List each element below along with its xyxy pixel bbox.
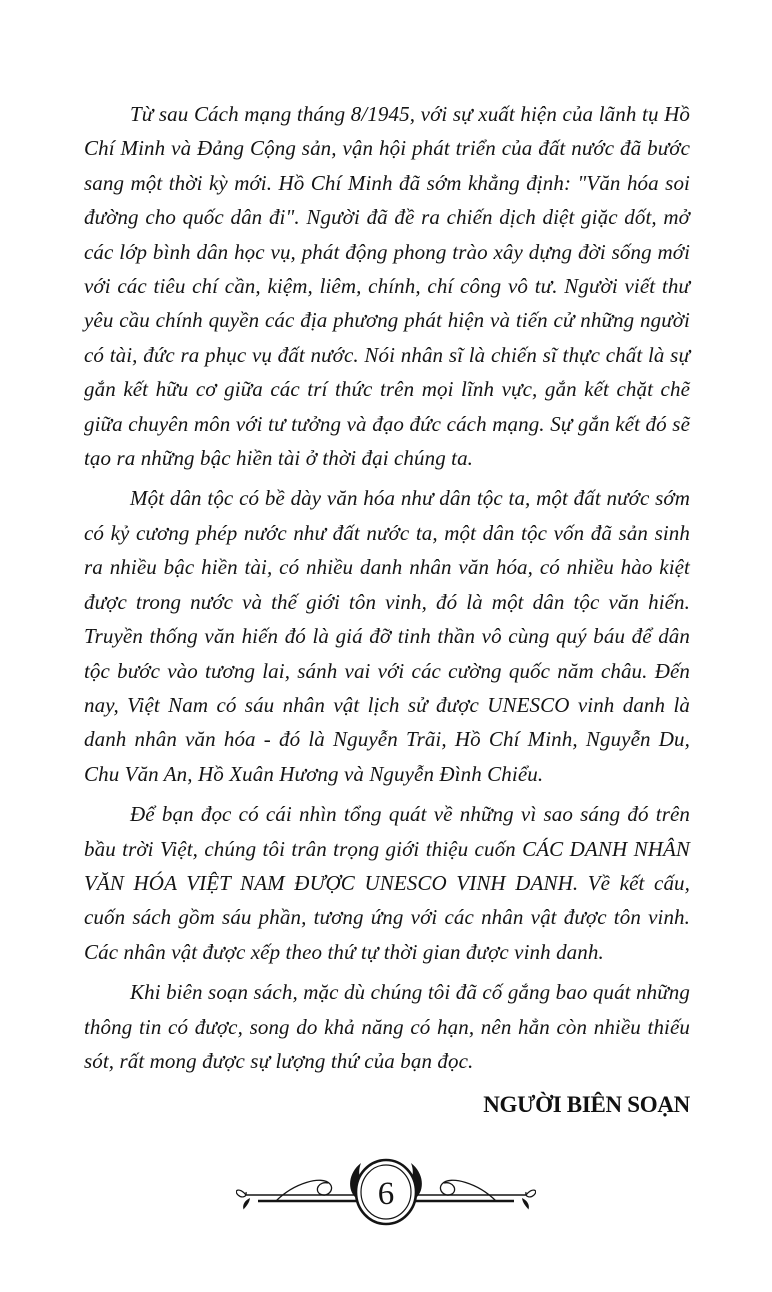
body-paragraph-4: Khi biên soạn sách, mặc dù chúng tôi đã cố gắng bao quát những thông tin có được, song do khả năng có hạn, nên hẳn còn nhiều thiếu sót, rất mong được sự lượng thứ của bạn đọc. [84, 980, 690, 1073]
page-number: 6 [377, 1176, 395, 1212]
flourish-divider-icon [236, 1146, 536, 1242]
page-number-ornament [236, 1146, 536, 1242]
body-paragraph-1: Từ sau Cách mạng tháng 8/1945, với sự xuất hiện của lãnh tụ Hồ Chí Minh và Đảng Cộng sản, vận hội phát triển của đất nước đã bước sang một thời kỳ mới. Hồ Chí Minh đã sớm khẳng định: "Văn hóa soi đường cho quốc dân đi". Người đã đề ra chiến dịch diệt giặc dốt, mở các lớp bình dân học vụ, phát động phong trào xây dựng đời sống mới với các tiêu chí cần, kiệm, liêm, chính, chí công vô tư. Người viết thư yêu cầu chính quyền các địa phương phát hiện và tiến cử những người có tài, đức ra phục vụ đất nước. Nói nhân sĩ là chiến sĩ thực chất là sự gắn kết hữu cơ giữa các trí thức trên mọi lĩnh vực, gắn kết chặt chẽ giữa chuyên môn với tư tưởng và đạo đức cách mạng. Sự gắn kết đó sẽ tạo ra những bậc hiền tài ở thời đại chúng ta. [84, 102, 690, 471]
body-paragraph-3: Để bạn đọc có cái nhìn tổng quát về những vì sao sáng đó trên bầu trời Việt, chúng tôi trân trọng giới thiệu cuốn CÁC DANH NHÂN VĂN HÓA VIỆT NAM ĐƯỢC UNESCO VINH DANH. Về kết cấu, cuốn sách gồm sáu phần, tương ứng với các nhân vật được tôn vinh. Các nhân vật được xếp theo thứ tự thời gian được vinh danh. [84, 802, 690, 964]
body-text [84, 97, 690, 1118]
editor-signature: NGƯỜI BIÊN SOẠN [483, 1092, 690, 1118]
body-paragraph-2: Một dân tộc có bề dày văn hóa như dân tộc ta, một đất nước sớm có kỷ cương phép nước như đất nước ta, một dân tộc vốn đã sản sinh ra nhiều bậc hiền tài, có nhiều danh nhân văn hóa, có nhiều hào kiệt được trong nước và thế giới tôn vinh, đó là một dân tộc văn hiến. Truyền thống văn hiến đó là giá đỡ tinh thần vô cùng quý báu để dân tộc bước vào tương lai, sánh vai với các cường quốc năm châu. Đến nay, Việt Nam có sáu nhân vật lịch sử được UNESCO vinh danh là danh nhân văn hóa - đó là Nguyễn Trãi, Hồ Chí Minh, Nguyễn Du, Chu Văn An, Hồ Xuân Hương và Nguyễn Đình Chiểu. [84, 486, 690, 786]
